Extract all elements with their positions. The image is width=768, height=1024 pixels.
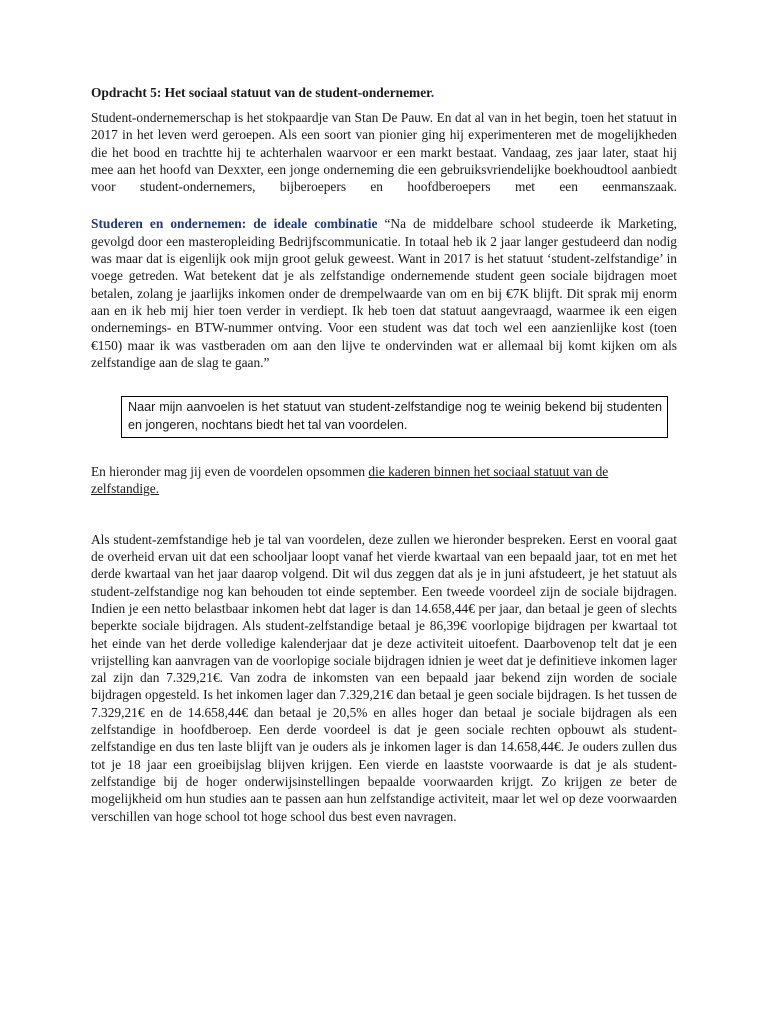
section-heading: Studeren en ondernemen: de ideale combinatie xyxy=(91,216,378,232)
section-paragraph xyxy=(91,215,677,371)
prompt-underlined-text: die kaderen binnen het sociaal statuut van de zelfstandige. xyxy=(91,464,609,497)
prompt-paragraph xyxy=(91,463,677,498)
section-quote: “Na de middelbare school studeerde ik Marketing, gevolgd door een masteropleiding Bedrijfscommunicatie. In totaal heb ik 2 jaar langer gestudeerd dan nodig was maar dat is eigenlijk ook mijn groot geluk geweest. Want in 2017 is het statuut ‘student-zelfstandige’ in voege getreden. Wat betekent dat je als zelfstandige ondernemende student geen sociale bijdragen moet betalen, zolang je jaarlijks inkomen onder de drempelwaarde van om en bij €7K blijft. Dit sprak mij enorm aan en ik heb mij hier toen verder in verdiept. Ik heb toen dat statuut aangevraagd, waarmee ik een eigen ondernemings- en BTW-nummer ontving. Voor een student was dat toch wel een aanzienlijke kost (toen €150) maar ik was vastberaden om aan den lijve te ondervinden wat er allemaal bij komt kijken om als zelfstandige aan de slag te gaan.” xyxy=(91,216,677,370)
intro-paragraph: Student-ondernemerschap is het stokpaardje van Stan De Pauw. En dat al van in het begin, toen het statuut in 2017 in het leven werd geroepen. Als een soort van pionier ging hij experimenteren met de mogelijkheden die het bood en trachtte hij te achterhalen waarvoor er een markt bestaat. Vandaag, zes jaar later, staat hij mee aan het hoofd van Dexxter, een jonge onderneming die een gebruiksvriendelijke boekhoudtool aanbiedt voor student-ondernemers, bijberoepers en hoofdberoepers met een eenmanszaak. xyxy=(91,110,677,195)
assignment-title xyxy=(91,84,677,101)
assignment-title-text: Opdracht 5: Het sociaal statuut van de student-ondernemer xyxy=(91,85,431,100)
assignment-title-period: . xyxy=(430,85,435,100)
answer-paragraph: Als student-zemfstandige heb je tal van voordelen, deze zullen we hieronder bespreken. Eerst en vooral gaat de overheid ervan uit dat een schooljaar loopt vanaf het vierde kwartaal van een bepaald jaar, tot en met het derde kwartaal van het jaar daarop volgend. Dit wil dus zeggen dat als je in juni afstudeert, je het statuut als student-zelfstandige nog kan behouden tot einde september. Een tweede voordeel zijn de sociale bijdragen. Indien je een netto belastbaar inkomen hebt dat lager is dan 14.658,44€ per jaar, dan betaal je geen of slechts beperkte sociale bijdragen. Als student-zelfstandige betaal je 86,39€ voorlopige bijdragen per kwartaal tot het einde van het derde volledige kalenderjaar dat je deze activiteit uitoefent. Daarbovenop telt dat je een vrijstelling kan aanvragen van de voorlopige sociale bijdragen idnien je weet dat je definitieve inkomen lager zal zijn dan 7.329,21€. Van zodra de inkomsten van een bepaald jaar bekend zijn worden de sociale bijdragen opgesteld. Is het inkomen lager dan 7.329,21€ dan betaal je geen sociale bijdragen. Is het tussen de 7.329,21€ en de 14.658,44€ dan betaal je 20,5% en alles hoger dan betaal je sociale bijdragen als een zelfstandige in hoofdberoep. Een derde voordeel is dat je geen sociale rechten opbouwt als student-zelfstandige en dus ten laste blijft van je ouders als je inkomen lager is dan 14.658,44€. Je ouders zullen dus tot je 18 jaar een groeibijslag blijven krijgen. Een vierde en laastste voorwaarde is dat je als student-zelfstandige bij de hoger onderwijsinstellingen bepaalde voorwaarden krijgt. Zo krijgen ze beter de mogelijkheid om hun studies aan te passen aan hun zelfstandige activiteit, maar let wel op deze voorwaarden verschillen van hoge school tot hoge school dus best even navragen. xyxy=(91,531,677,824)
opinion-box-text: Naar mijn aanvoelen is het statuut van student-zelfstandige nog te weinig bekend bij studenten en jongeren, nochtans biedt het tal van voordelen. xyxy=(128,400,662,432)
prompt-text: En hieronder mag jij even de voordelen opsommen xyxy=(91,464,369,480)
opinion-box xyxy=(121,396,668,438)
document-page xyxy=(91,84,677,825)
